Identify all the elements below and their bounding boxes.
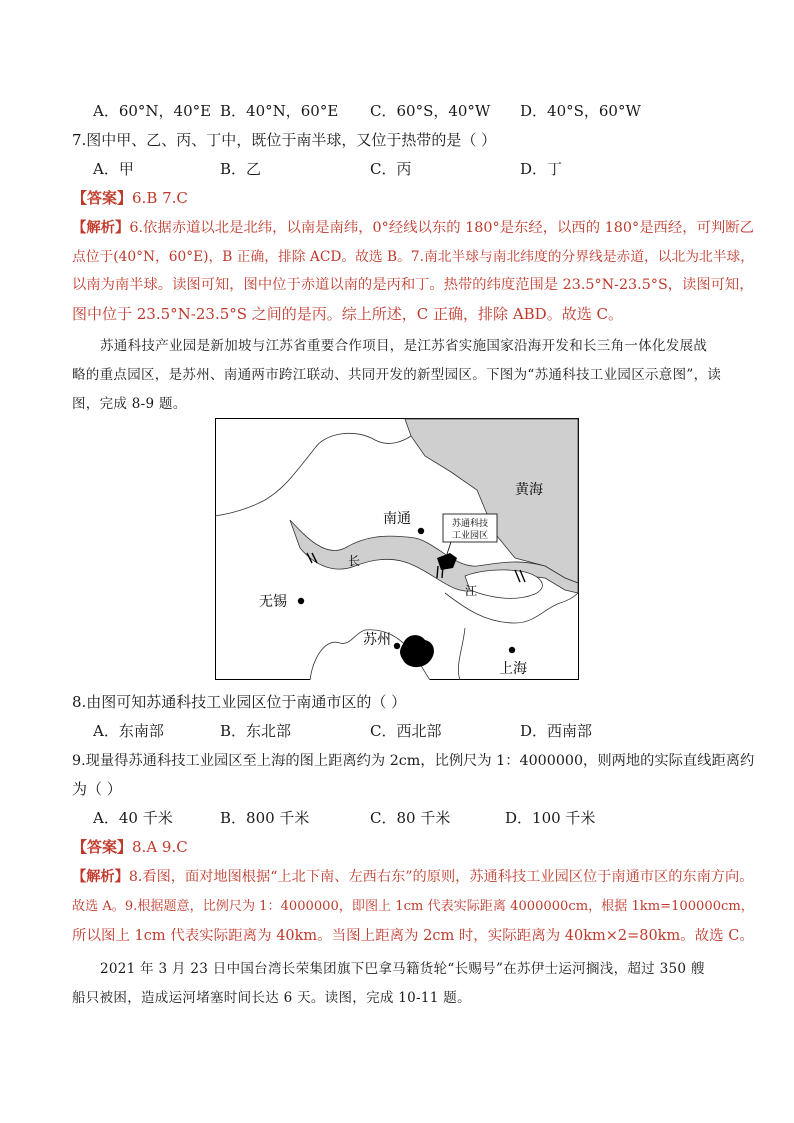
q6-option-c: C．60°S，40°W	[370, 102, 491, 120]
q7-option-a: A．甲	[93, 160, 134, 178]
bridge	[437, 566, 438, 578]
shanghai-label: 上海	[499, 661, 527, 677]
answer-text: 8.A 9.C	[132, 838, 188, 856]
q9-option-c: C．80 千米	[370, 809, 451, 827]
analysis-line: 以南为南半球。读图可知，图中位于赤道以南的是丙和丁。热带的纬度范围是 23.5°N-23.5°S，读图可知，	[72, 277, 754, 293]
analysis-text: 6.依据赤道以北是北纬，以南是南纬，0°经线以东的 180°是东经，以西的 180°是西经，可判断乙	[129, 220, 754, 236]
q7-option-d: D．丁	[520, 160, 563, 178]
q9-option-a: A．40 千米	[93, 809, 173, 827]
passage-line: 图，完成 8-9 题。	[72, 396, 187, 412]
yellow-sea-label: 黄海	[515, 482, 543, 498]
q6-option-a: A．60°N，40°E	[93, 102, 212, 120]
analysis-line: 故选 A。9.根据题意，比例尺为 1：4000000，即图上 1cm 代表实际距离 4000000cm，根据 1km=100000cm，	[72, 899, 754, 914]
q7-option-c: C．丙	[370, 160, 412, 178]
answer-text: 6.B 7.C	[132, 189, 188, 207]
passage-line: 苏通科技产业园是新加坡与江苏省重要合作项目，是江苏省实施国家沿海开发和长三角一体化发展战	[100, 338, 708, 354]
q9-stem: 9.现量得苏通科技工业园区至上海的图上距离约为 2cm，比例尺为 1：4000000，则两地的实际直线距离约	[72, 753, 755, 769]
analysis-text: 8.看图，面对地图根据“上北下南、左西右东”的原则，苏通科技工业园区位于南通市区的东南方向。	[128, 869, 754, 885]
q6-option-b: B．40°N，60°E	[220, 102, 339, 120]
analysis-tag: 【解析】	[72, 869, 129, 885]
q8-option-a: A．东南部	[93, 722, 164, 740]
analysis-line: 点位于(40°N，60°E)，B 正确，排除 ACD。故选 B。7.南北半球与南北纬度的分界线是赤道，以北为北半球，	[72, 249, 754, 265]
shanghai-dot	[509, 647, 515, 653]
nantong-dot	[418, 528, 424, 534]
q9-option-b: B．800 千米	[220, 809, 310, 827]
q8-stem: 8.由图可知苏通科技工业园区位于南通市区的（ ）	[72, 693, 407, 711]
analysis-line	[72, 866, 753, 886]
passage-line: 船只被困，造成运河堵塞时间长达 6 天。读图，完成 10-11 题。	[72, 990, 471, 1006]
wuxi-dot	[298, 598, 304, 604]
jiang-label: 江	[465, 584, 478, 598]
passage-line: 略的重点园区，是苏州、南通两市跨江联动、共同开发的新型园区。下图为“苏通科技工业园区示意图”，读	[72, 367, 722, 383]
q8-option-b: B．东北部	[220, 722, 292, 740]
analysis-tag: 【解析】	[72, 220, 130, 236]
suzhou-dot	[394, 643, 400, 649]
answer-block-1	[72, 187, 188, 208]
answer-block-2	[72, 836, 188, 857]
analysis-line: 所以图上 1cm 代表实际距离为 40km。当图上距离为 2cm 时，实际距离为 40km×2=80km。故选 C。	[72, 928, 754, 944]
sutong-park-map	[215, 418, 579, 680]
answer-tag: 【答案】	[72, 189, 133, 207]
q6-option-d: D．40°S，60°W	[520, 102, 641, 120]
chang-label: 长	[348, 554, 361, 568]
q9-option-d: D．100 千米	[505, 809, 596, 827]
q8-option-d: D．西南部	[520, 722, 593, 740]
wuxi-label: 无锡	[259, 594, 287, 610]
passage-line: 2021 年 3 月 23 日中国台湾长荣集团旗下巴拿马籍货轮“长赐号”在苏伊士运河搁浅，超过 350 艘	[100, 961, 705, 977]
q9-stem-cont: 为（ ）	[72, 780, 122, 798]
park-label-line2: 工业园区	[451, 531, 489, 541]
analysis-line	[72, 216, 754, 237]
q7-option-b: B．乙	[220, 160, 262, 178]
suzhou-label: 苏州	[363, 632, 391, 648]
analysis-line: 图中位于 23.5°N-23.5°S 之间的是丙。综上所述，C 正确，排除 ABD。故选 C。	[72, 305, 623, 323]
nantong-label: 南通	[383, 511, 411, 527]
q7-stem: 7.图中甲、乙、丙、丁中，既位于南半球，又位于热带的是（ ）	[72, 131, 497, 149]
park-label-line1: 苏通科技	[451, 519, 489, 529]
q8-option-c: C．西北部	[370, 722, 442, 740]
answer-tag: 【答案】	[72, 838, 133, 856]
